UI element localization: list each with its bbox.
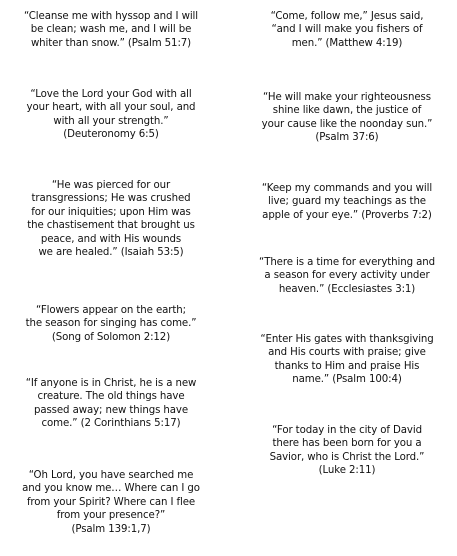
- verse-2-corinthians-5-17: “If anyone is in Christ, he is a new creature. The old things have passed away; new things have come.” (2 Corinthians 5:17): [25, 378, 197, 430]
- verse-matthew-4-19: “Come, follow me,” Jesus said, “and I will make you fishers of men.” (Matthew 4:19): [270, 11, 424, 49]
- verse-proverbs-7-2: “Keep my commands and you will live; guard my teachings as the apple of your eye.” (Proverbs 7:2): [261, 183, 433, 221]
- verse-psalm-139-1-7: “Oh Lord, you have searched me and you know me… Where can I go from your Spirit? Where can I flee from your presence?” (Psalm 139:1,7): [22, 470, 200, 535]
- verse-song-of-solomon-2-12: “Flowers appear on the earth; the season for singing has come.” (Song of Solomon 2:12): [25, 305, 197, 343]
- verse-isaiah-53-5: “He was pierced for our transgressions; He was crushed for our iniquities; upon Him was the chastisement that brought us peace, and with His wounds we are healed.” (Isaiah 53:5): [27, 180, 195, 259]
- verse-psalm-37-6: “He will make your righteousness shine like dawn, the justice of your cause like the noonday sun.” (Psalm 37:6): [261, 92, 433, 144]
- verse-deuteronomy-6-5: “Love the Lord your God with all your heart, with all your soul, and with all your strength.” (Deuteronomy 6:5): [26, 89, 196, 141]
- verse-psalm-100-4: “Enter His gates with thanksgiving and His courts with praise; give thanks to Him and praise His name.” (Psalm 100:4): [260, 334, 434, 386]
- verse-ecclesiastes-3-1: “There is a time for everything and a season for every activity under heaven.” (Ecclesiastes 3:1): [259, 257, 435, 295]
- verse-luke-2-11: “For today in the city of David there has been born for you a Savior, who is Christ the Lord.” (Luke 2:11): [269, 425, 425, 477]
- verse-psalm-51-7: “Cleanse me with hyssop and I will be clean; wash me, and I will be whiter than snow.” (Psalm 51:7): [23, 11, 199, 49]
